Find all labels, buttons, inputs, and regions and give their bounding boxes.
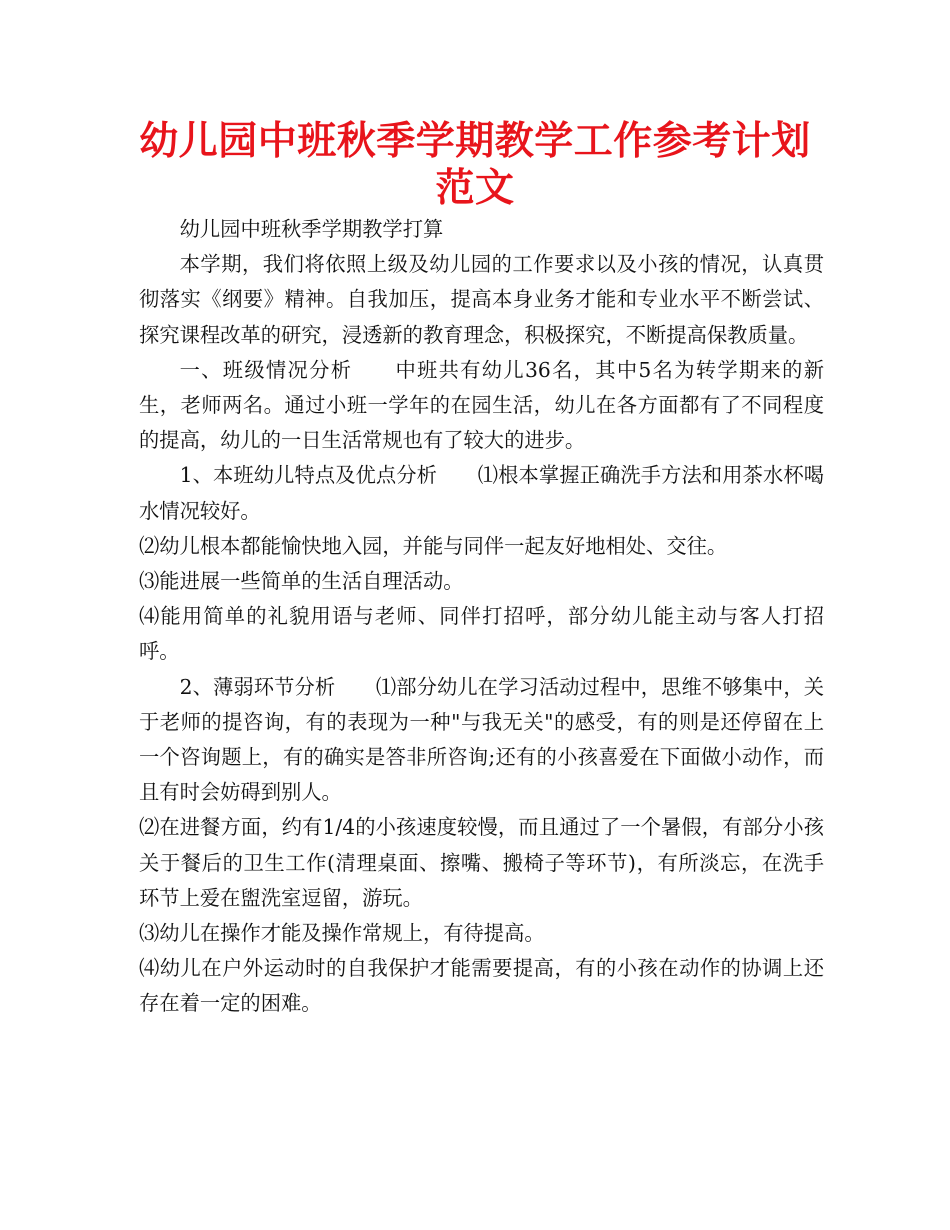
paragraph-weakness-4: ⑷幼儿在户外运动时的自我保护才能需要提高，有的小孩在动作的协调上还存在着一定的困难。 <box>139 956 824 1016</box>
paragraph-strengths-3: ⑶能进展一些简单的生活自理活动。 <box>139 569 464 594</box>
paragraph-strengths-4: ⑷能用简单的礼貌用语与老师、同伴打招呼，部分幼儿能主动与客人打招呼。 <box>139 604 824 664</box>
document-body <box>139 212 824 1022</box>
paragraph-strengths-1: 1、本班幼儿特点及优点分析 ⑴根本掌握正确洗手方法和用茶水杯喝水情况较好。 <box>139 463 824 523</box>
paragraph-weakness-1: 2、薄弱环节分析 ⑴部分幼儿在学习活动过程中，思维不够集中，关于老师的提咨询，有的表现为一种"与我无关"的感受，有的则是还停留在上一个咨询题上，有的确实是答非所咨询;还有的小孩喜爱在下面做小动作，而且有时会妨碍到别人。 <box>139 674 824 805</box>
paragraph-class-analysis: 一、班级情况分析 中班共有幼儿36名，其中5名为转学期来的新生，老师两名。通过小班一学年的在园生活，幼儿在各方面都有了不同程度的提高，幼儿的一日生活常规也有了较大的进步。 <box>139 357 824 453</box>
paragraph-weakness-2: ⑵在进餐方面，约有1/4的小孩速度较慢，而且通过了一个暑假，有部分小孩关于餐后的卫生工作(清理桌面、擦嘴、搬椅子等环节)，有所淡忘，在洗手环节上爱在盥洗室逗留，游玩。 <box>139 815 824 910</box>
paragraph-weakness-3: ⑶幼儿在操作才能及操作常规上，有待提高。 <box>139 921 545 946</box>
paragraph-plan-heading: 幼儿园中班秋季学期教学打算 <box>179 217 444 241</box>
document-title: 幼儿园中班秋季学期教学工作参考计划范文 <box>139 119 811 211</box>
paragraph-intro: 本学期，我们将依照上级及幼儿园的工作要求以及小孩的情况，认真贯彻落实《纲要》精神。自我加压，提高本身业务才能和专业水平不断尝试、探究课程改革的研究，浸透新的教育理念，积极探究，不断提高保教质量。 <box>139 252 824 347</box>
paragraph-strengths-2: ⑵幼儿根本都能愉快地入园，并能与同伴一起友好地相处、交往。 <box>139 533 728 558</box>
